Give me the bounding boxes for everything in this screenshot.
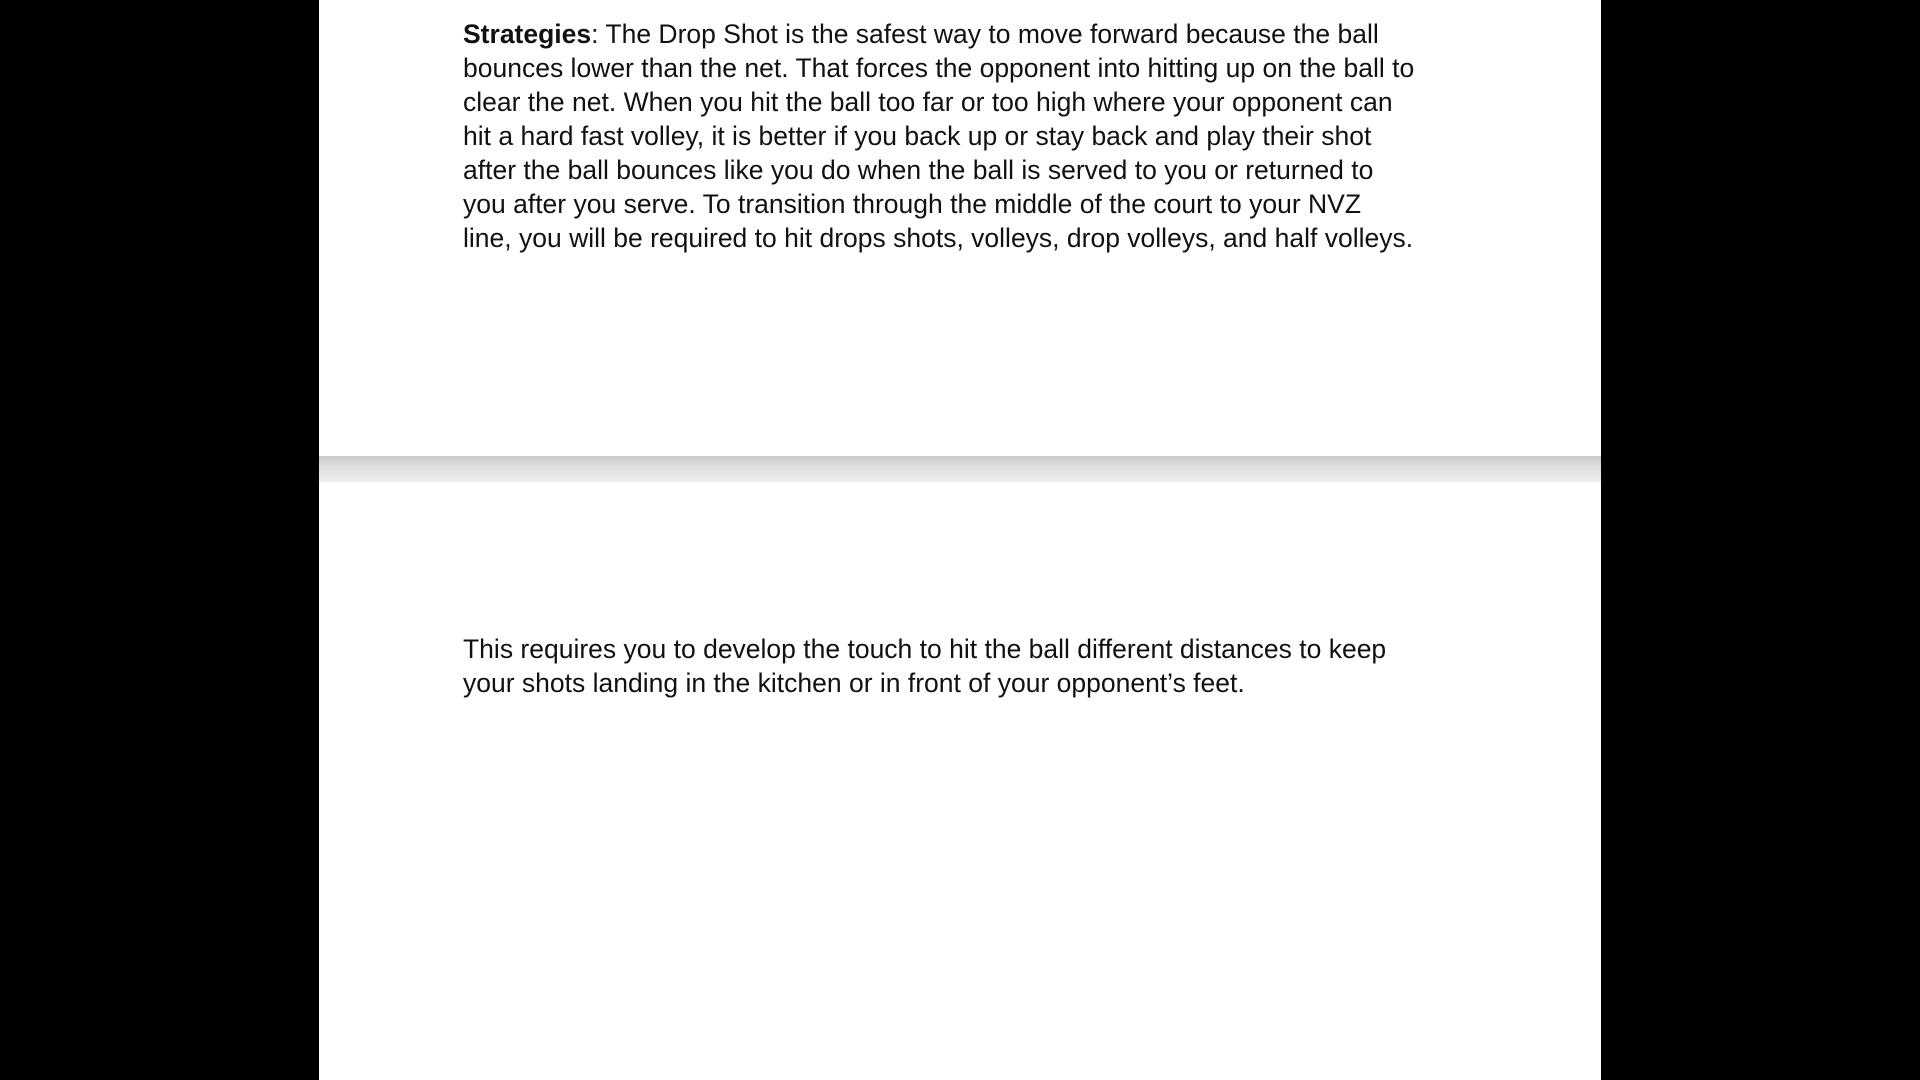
- paragraph-line: bounces lower than the net. That forces the opponent into hitting up on the ball to: [463, 53, 1415, 83]
- touch-paragraph: [463, 632, 1473, 700]
- page-separator: [319, 456, 1601, 482]
- document-page-2: [319, 482, 1601, 1080]
- paragraph-line: clear the net. When you hit the ball too far or too high where your opponent can: [463, 87, 1393, 117]
- strategies-heading: Strategies: [463, 19, 592, 49]
- document-page-1: [319, 0, 1601, 456]
- paragraph-line: The Drop Shot is the safest way to move forward because the ball: [598, 19, 1379, 49]
- paragraph-line: line, you will be required to hit drops shots, volleys, drop volleys, and half volleys.: [463, 223, 1414, 253]
- heading-separator: :: [591, 19, 599, 49]
- paragraph-line: hit a hard fast volley, it is better if you back up or stay back and play their shot: [463, 121, 1372, 151]
- paragraph-line: your shots landing in the kitchen or in front of your opponent’s feet.: [463, 668, 1245, 698]
- paragraph-line: This requires you to develop the touch to hit the ball different distances to keep: [463, 634, 1387, 664]
- paragraph-line: after the ball bounces like you do when the ball is served to you or returned to: [463, 155, 1374, 185]
- strategies-paragraph: [463, 17, 1473, 255]
- paragraph-line: you after you serve. To transition through the middle of the court to your NVZ: [463, 189, 1362, 219]
